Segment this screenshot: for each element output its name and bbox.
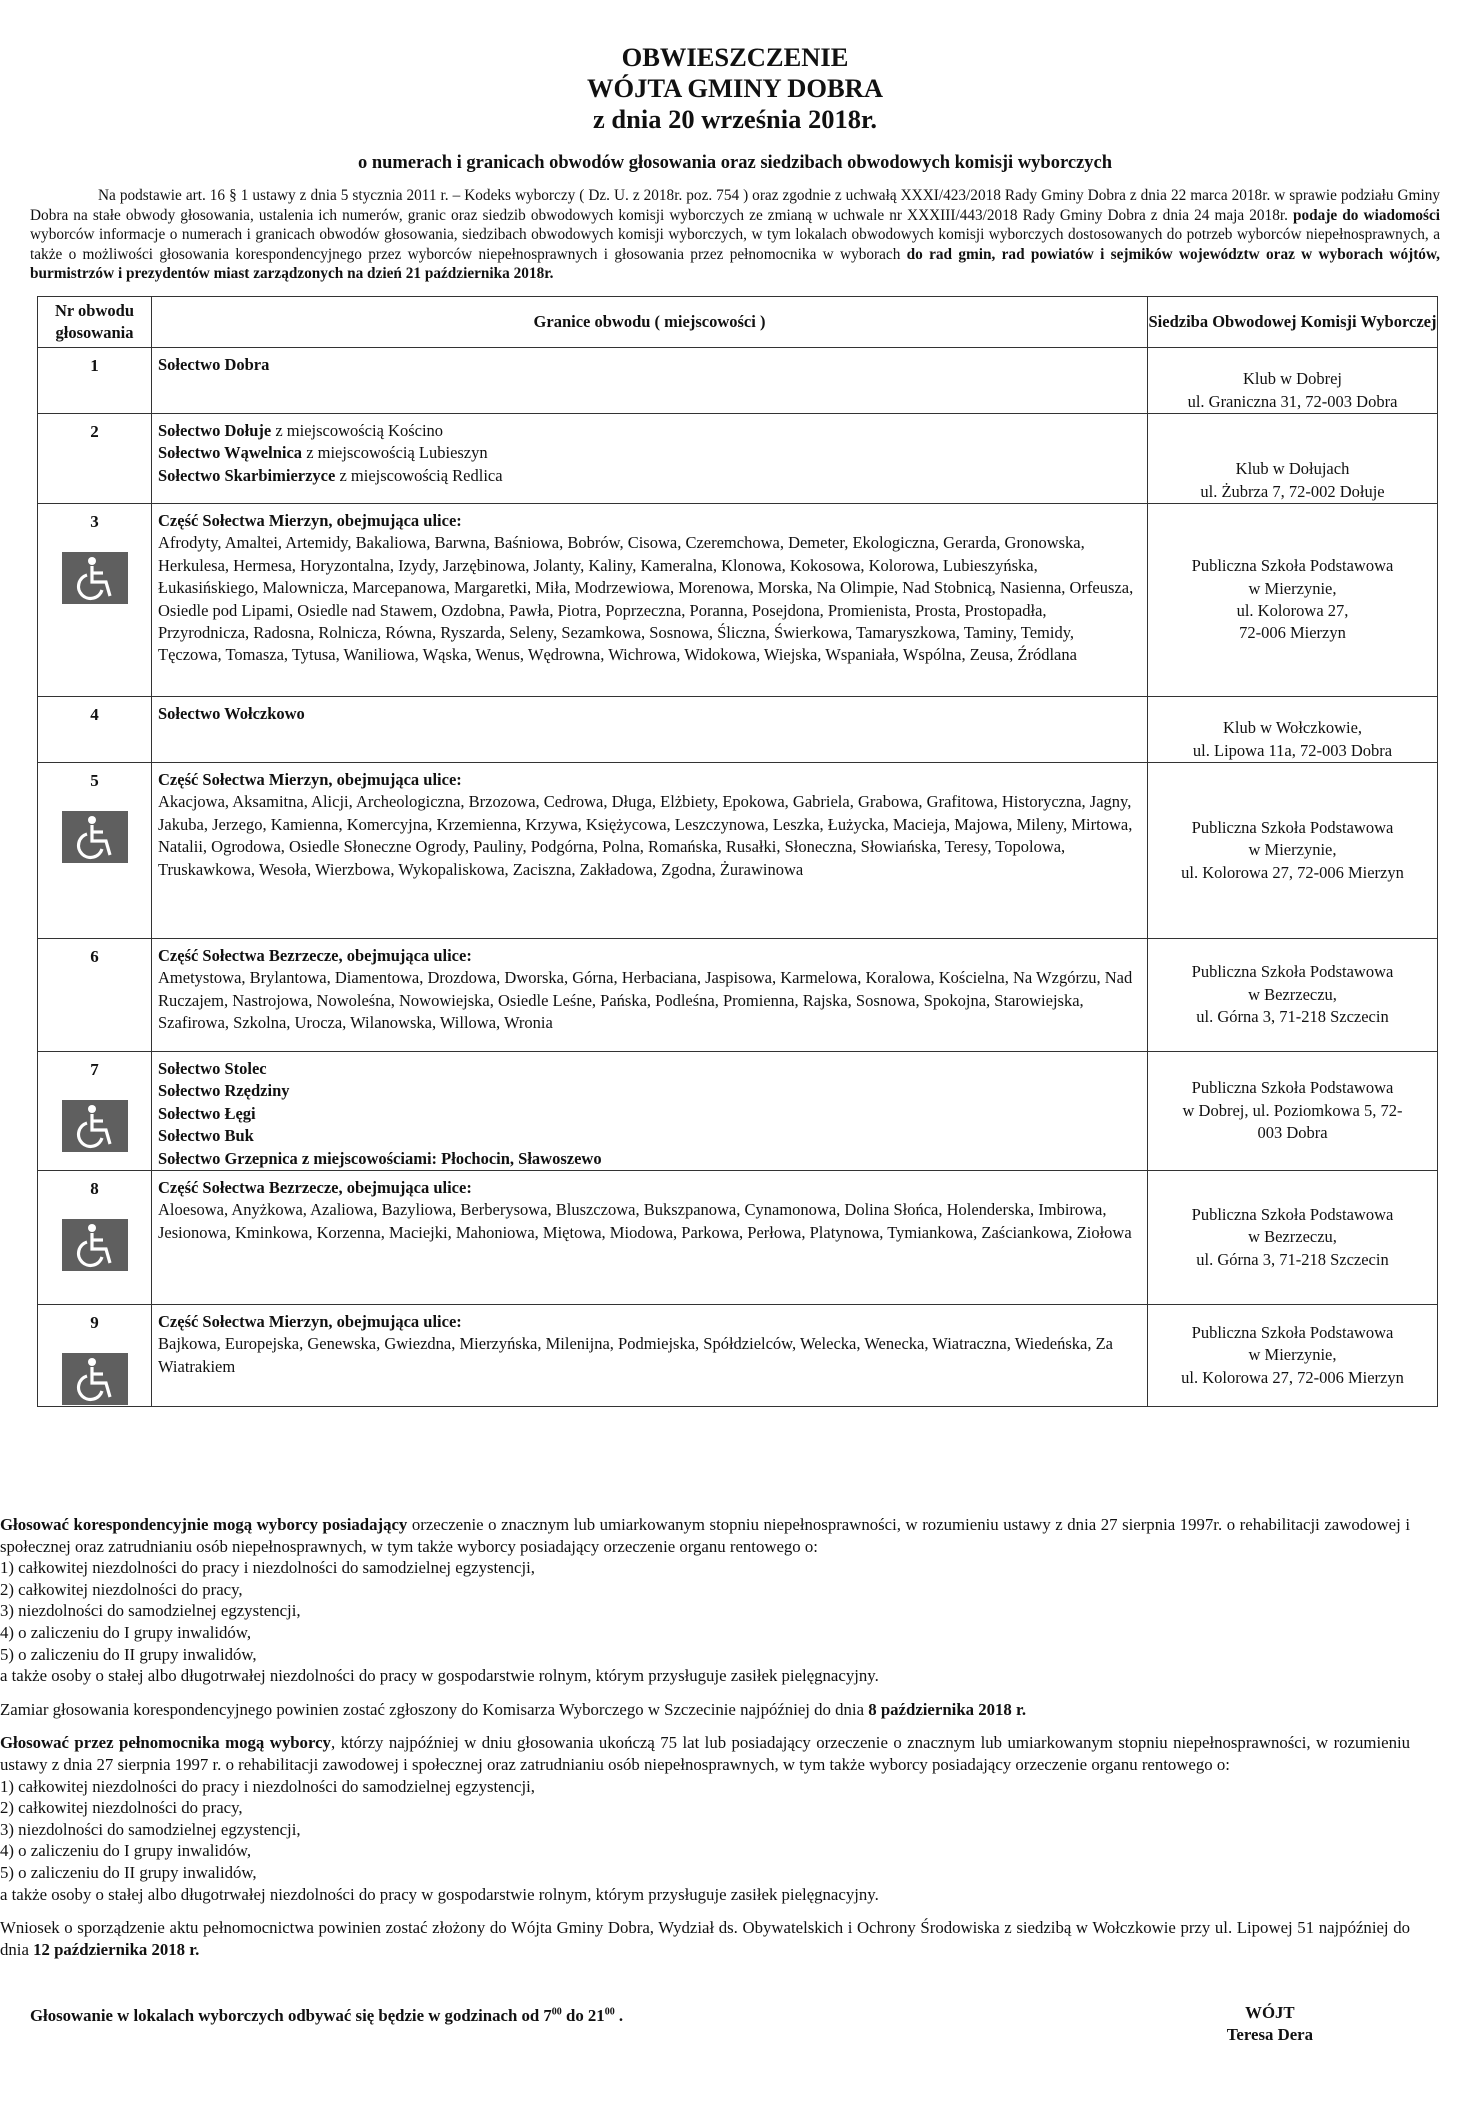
street-list: Afrodyty, Amaltei, Artemidy, Bakaliowa, Barwna, Baśniowa, Bobrów, Cisowa, Czeremchowa, Demeter, Ekologiczna, Gerarda, Gronowska, Herkulesa, Hermesa, Horyzontalna, Izydy, Jarzębinowa, Jolanty, Kaliny, Kameralna, Klonowa, Kokosowa, Kolorowa, Lubieszyńska, Łukasińskiego, Malownicza, Marcepanowa, Margaretki, Miła, Modrzewiowa, Morenowa, Morska, Na Olimpie, Nad Stobnicą, Nasienna, Orfeusza, Osiedle pod Lipami, Osiedle nad Stawem, Ozdobna, Pawła, Piotra, Poprzeczna, Poranna, Posejdona, Promienista, Prosta, Prostopadła, Przyrodnicza, Radosna, Rolnicza, Równa, Ryszarda, Seleny, Sezamkowa, Sosnowa, Śliczna, Świerkowa, Tamaryszkowa, Taminy, Temidy, Tęczowa, Tomasza, Tytusa, Waniliowa, Wąska, Wenus, Wędrowna, Wichrowa, Widokowa, Wiejska, Wspaniała, Wspólna, Zeusa, Źródlana [158,533,1134,665]
intro-paragraph [30,186,1440,284]
area-line-text: z miejscowością Kościno [271,421,444,440]
commission-seat-cell [1148,1171,1438,1305]
wheelchair-accessible-icon [62,1100,128,1152]
district-row [38,348,1438,414]
district-row [38,939,1438,1052]
district-number-cell [38,504,152,697]
area-line-bold: Sołectwo Wąwelnica [158,443,303,463]
seat-line: ul. Kolorowa 27, [1236,601,1349,620]
area-line-bold: Sołectwo Rzędziny [158,1081,290,1101]
correspondence-text: orzeczenie o znacznym lub umiarkowanym stopniu niepełnosprawności, w rozumieniu ustawy z dnia 27 sierpnia 1997r. o rehabilitacji zawodowej i społecznej oraz zatrudnianiu osób niepełnosprawnych, w tym także wyborcy posiadający orzeczenie organu rentowego o: [0,1515,1410,1556]
deadline-date: 8 października 2018 r. [868,1699,1027,1719]
district-number: 4 [90,705,99,724]
announcement-page [30,42,1440,284]
district-row [38,1052,1438,1171]
district-area-cell [152,414,1148,504]
seat-line: ul. Górna 3, 71-218 Szczecin [1196,1007,1389,1027]
seat-line: Publiczna Szkoła Podstawowa [1191,1078,1394,1098]
subtitle: o numerach i granicach obwodów głosowania oraz siedzibach obwodowych komisji wyborczych [357,153,1113,173]
correspondence-voting-paragraph [0,1514,1410,1557]
district-area-cell [152,763,1148,939]
condition-item: 2) całkowitej niezdolności do pracy, [0,1798,243,1818]
hours-text-b: do 21 [561,2006,605,2025]
district-area-cell [152,1171,1148,1305]
col-header-area: Granice obwodu ( miejscowości ) [152,297,1148,348]
seat-line: ul. Lipowa 11a, 72-003 Dobra [1192,740,1393,760]
commission-seat-cell [1148,348,1438,414]
street-list: Aloesowa, Anyżkowa, Azaliowa, Bazyliowa, Berberysowa, Bluszczowa, Bukszpanowa, Cynamonowa, Dolina Słońca, Holenderska, Imbirowa, Jesionowa, Kminkowa, Korzenna, Maciejki, Mahoniowa, Miętowa, Miodowa, Parkowa, Perłowa, Platynowa, Tymiankowa, Zaściankowa, Ziołowa [158,1200,1132,1242]
district-number-cell [38,1305,152,1407]
commission-seat-cell [1148,939,1438,1052]
title-announcement: OBWIESZCZENIE [621,42,849,72]
wheelchair-accessible-icon [62,552,128,604]
area-line-text: z miejscowością Redlica [335,465,503,485]
area-line [158,1125,1141,1147]
seat-line: 72-006 Mierzyn [1239,623,1346,643]
seat-line: Publiczna Szkoła Podstawowa [1191,962,1394,982]
area-heading: Część Sołectwa Mierzyn, obejmująca ulice: [158,770,462,789]
area-line-bold: Sołectwo Buk [158,1126,254,1146]
hours-text-a: Głosowanie w lokalach wyborczych odbywać się będzie w godzinach od 7 [30,2006,552,2025]
condition-item: 3) niezdolności do samodzielnej egzystencji, [0,1819,301,1839]
area-line-bold: Sołectwo Łęgi [158,1103,256,1123]
area-line-bold: Sołectwo Dobra [158,355,270,374]
seat-line: Klub w Dobrej [1243,369,1342,389]
wheelchair-accessible-icon [62,811,128,863]
signature-name: Teresa Dera [1226,2025,1313,2044]
intro-bold-2: do rad gmin, rad powiatów i sejmików województw oraz w wyborach wójtów, burmistrzów i prezydentów miast zarządzonych na dzień 21 października 2018r. [30,245,1440,283]
seat-line: w Mierzynie, [1248,1345,1337,1365]
wheelchair-accessible-icon [62,1353,128,1405]
seat-line: ul. Górna 3, 71-218 Szczecin [1196,1249,1389,1269]
area-heading: Część Sołectwa Mierzyn, obejmująca ulice: [158,1312,462,1332]
condition-item: 1) całkowitej niezdolności do pracy i niezdolności do samodzielnej egzystencji, [0,1776,535,1796]
district-number: 5 [90,771,99,790]
district-number: 3 [90,512,99,531]
area-line [158,465,1141,487]
seat-line: Publiczna Szkoła Podstawowa [1191,556,1394,576]
condition-item: 1) całkowitej niezdolności do pracy i niezdolności do samodzielnej egzystencji, [0,1558,535,1578]
district-row [38,504,1438,697]
proxy-request-date: 12 października 2018 r. [33,1939,200,1959]
condition-item: 2) całkowitej niezdolności do pracy, [0,1579,243,1599]
area-line-bold: Sołectwo Grzepnica z miejscowościami: Płochocin, Sławoszewo [158,1148,602,1168]
correspondence-deadline [0,1699,1410,1721]
proxy-voting-paragraph [0,1732,1410,1775]
district-number: 7 [90,1060,99,1079]
area-heading: Część Sołectwa Bezrzecze, obejmująca ulice: [158,946,472,965]
intro-text-2: wyborców informacje o numerach i granicach obwodów głosowania, siedzibach obwodowych komisji wyborczych, w tym lokalach obwodowych komisji wyborczych dostosowanych do potrzeb wyborców niepełnosprawnych, a także o możliwości głosowania korespondencyjnego przez wyborców niepełnosprawnych i głosowania przez pełnomocnika w wyborach [30,226,1440,263]
commission-seat-cell [1148,1052,1438,1171]
hours-sup-2: 00 [604,2006,615,2018]
street-list: Ametystowa, Brylantowa, Diamentowa, Drozdowa, Dworska, Górna, Herbaciana, Jaspisowa, Karmelowa, Koralowa, Kościelna, Na Wzgórzu, Nad Ruczajem, Nastrojowa, Nowoleśna, Nowowiejska, Osiedle Leśne, Pańska, Podleśna, Promienna, Rajska, Sosnowa, Spokojna, Starowiejska, Szafirowa, Szkolna, Urocza, Wilanowska, Willowa, Wronia [158,968,1133,1033]
seat-line: w Dobrej, ul. Poziomkowa 5, 72- [1182,1100,1403,1120]
signature-block [1227,2002,1313,2046]
seat-line: ul. Kolorowa 27, 72-006 Mierzyn [1181,1367,1404,1387]
area-heading: Część Sołectwa Mierzyn, obejmująca ulice: [158,511,462,530]
footer-notes [0,1514,1410,1960]
area-line [158,420,1141,442]
seat-line: ul. Żubrza 7, 72-002 Dołuje [1200,481,1385,501]
district-number: 1 [90,356,99,375]
street-list: Bajkowa, Europejska, Genewska, Gwiezdna, Mierzyńska, Milenijna, Podmiejska, Spółdzielców, Welecka, Wenecka, Wiatraczna, Wiedeńska, Za Wiatrakiem [158,1334,1113,1376]
district-number-cell [38,697,152,763]
commission-seat-cell [1148,504,1438,697]
district-area-cell [152,697,1148,763]
area-line [158,1058,1141,1080]
seat-line: Publiczna Szkoła Podstawowa [1191,1204,1394,1224]
signature-title: WÓJT [1245,2003,1295,2022]
condition-item: a także osoby o stałej albo długotrwałej niezdolności do pracy w gospodarstwie rolnym, którym przysługuje zasiłek pielęgnacyjny. [0,1666,879,1686]
voting-hours [30,2006,623,2026]
district-row [38,1171,1438,1305]
district-row [38,414,1438,504]
condition-item: 5) o zaliczeniu do II grupy inwalidów, [0,1862,257,1882]
condition-item: a także osoby o stałej albo długotrwałej niezdolności do pracy w gospodarstwie rolnym, którym przysługuje zasiłek pielęgnacyjny. [0,1884,879,1904]
intro-text-1: Na podstawie art. 16 § 1 ustawy z dnia 5 stycznia 2011 r. – Kodeks wyborczy ( Dz. U. z 2018r. poz. 754 ) oraz zgodnie z uchwałą XXXI/423/2018 Rady Gminy Dobra z dnia 22 marca 2018r. w sprawie podziału Gminy Dobra na stałe obwody głosowania, ustalenia ich numerów, granic oraz siedzib obwodowych komisji wyborczych ze zmianą w uchwale nr XXXIII/443/2018 Rady Gminy Dobra z dnia 24 maja 2018r. [30,187,1440,224]
seat-line: ul. Graniczna 31, 72-003 Dobra [1187,391,1398,411]
commission-seat-cell [1148,697,1438,763]
correspondence-bold: Głosować korespondencyjnie mogą wyborcy posiadający [0,1515,408,1534]
seat-line: Publiczna Szkoła Podstawowa [1191,1322,1394,1342]
wheelchair-accessible-icon [62,1219,128,1271]
district-area-cell [152,939,1148,1052]
district-area-cell [152,348,1148,414]
area-line-text: z miejscowością Lubieszyn [302,443,488,463]
area-line [158,354,1141,376]
district-row [38,697,1438,763]
area-line [158,1148,1141,1170]
district-area-cell [152,1305,1148,1407]
seat-line: Publiczna Szkoła Podstawowa [1191,817,1394,837]
hours-text-c: . [614,2006,624,2025]
area-line [158,1080,1141,1102]
seat-line: w Bezrzeczu, [1248,984,1337,1004]
intro-bold-1: podaje do wiadomości [1293,206,1441,224]
seat-line: 003 Dobra [1257,1123,1328,1143]
district-number: 9 [90,1313,99,1333]
seat-line: w Bezrzeczu, [1248,1227,1337,1247]
commission-seat-cell [1148,763,1438,939]
condition-item: 4) o zaliczeniu do I grupy inwalidów, [0,1622,252,1642]
district-number: 8 [90,1179,99,1199]
area-line [158,703,1141,725]
district-number-cell [38,414,152,504]
district-number-cell [38,1171,152,1305]
seat-line: Klub w Dołujach [1235,459,1350,479]
districts-table [37,296,1438,1407]
seat-line: w Mierzynie, [1248,840,1337,860]
deadline-text: Zamiar głosowania korespondencyjnego powinien zostać zgłoszony do Komisarza Wyborczego w Szczecinie najpóźniej do dnia [0,1699,869,1719]
district-row [38,763,1438,939]
district-number-cell [38,939,152,1052]
district-area-cell [152,504,1148,697]
proxy-request-paragraph [0,1917,1410,1960]
area-line [158,1103,1141,1125]
district-row [38,1305,1438,1407]
condition-item: 4) o zaliczeniu do I grupy inwalidów, [0,1841,252,1861]
area-line-bold: Sołectwo Wołczkowo [158,704,305,723]
proxy-text: , którzy najpóźniej w dniu głosowania ukończą 75 lat lub posiadający orzeczenie o znacznym lub umiarkowanym stopniu niepełnosprawności, w rozumieniu ustawy z dnia 27 sierpnia 1997 r. o rehabilitacji zawodowej i społecznej oraz zatrudnianiu osób niepełnosprawnych, w tym także wyborcy posiadający orzeczenie organu rentowego o: [0,1733,1411,1774]
district-number-cell [38,763,152,939]
proxy-request-text: Wniosek o sporządzenie aktu pełnomocnictwa powinien zostać złożony do Wójta Gminy Dobra, Wydział ds. Obywatelskich i Ochrony Środowiska z siedzibą w Wołczkowie przy ul. Lipowej 51 najpóźniej do dnia [0,1918,1410,1959]
col-header-seat: Siedziba Obwodowej Komisji Wyborczej [1148,297,1438,348]
conditions-list-1 [0,1557,1410,1687]
district-number: 6 [90,947,99,966]
district-number-cell [38,1052,152,1171]
district-number-cell [38,348,152,414]
seat-line: ul. Kolorowa 27, 72-006 Mierzyn [1181,862,1404,882]
hours-sup-1: 00 [551,2006,562,2018]
district-area-cell [152,1052,1148,1171]
condition-item: 5) o zaliczeniu do II grupy inwalidów, [0,1644,257,1664]
area-line-bold: Sołectwo Skarbimierzyce [158,465,336,485]
condition-item: 3) niezdolności do samodzielnej egzystencji, [0,1601,301,1621]
seat-line: Klub w Wołczkowie, [1222,718,1363,738]
area-line-bold: Sołectwo Stolec [158,1059,267,1078]
district-number: 2 [90,422,99,441]
commission-seat-cell [1148,414,1438,504]
seat-line: w Mierzynie, [1248,578,1337,598]
area-heading: Część Sołectwa Bezrzecze, obejmująca ulice: [158,1178,472,1198]
title-mayor: WÓJTA GMINY DOBRA [587,73,883,103]
proxy-bold: Głosować przez pełnomocnika mogą wyborcy [0,1733,331,1753]
area-line [158,442,1141,464]
street-list: Akacjowa, Aksamitna, Alicji, Archeologiczna, Brzozowa, Cedrowa, Długa, Elżbiety, Epokowa, Gabriela, Grabowa, Grafitowa, Historyczna, Jagny, Jakuba, Jerzego, Kamienna, Komercyjna, Krzemienna, Krzywa, Księżycowa, Leszczynowa, Leszka, Łużycka, Macieja, Majowa, Mileny, Mirtowa, Natalii, Ogrodowa, Osiedle Słoneczne Ogrody, Pauliny, Podgórna, Polna, Romańska, Rusałki, Słoneczna, Słowiańska, Teresy, Topolowa, Truskawkowa, Wesoła, Wierzbowa, Wykopaliskowa, Zaciszna, Zakładowa, Zgodna, Żurawinowa [158,792,1133,879]
commission-seat-cell [1148,1305,1438,1407]
area-line-bold: Sołectwo Dołuje [158,421,272,440]
title-date: z dnia 20 września 2018r. [593,104,877,134]
col-header-number: Nr obwodu głosowania [38,297,152,348]
conditions-list-2 [0,1776,1410,1906]
